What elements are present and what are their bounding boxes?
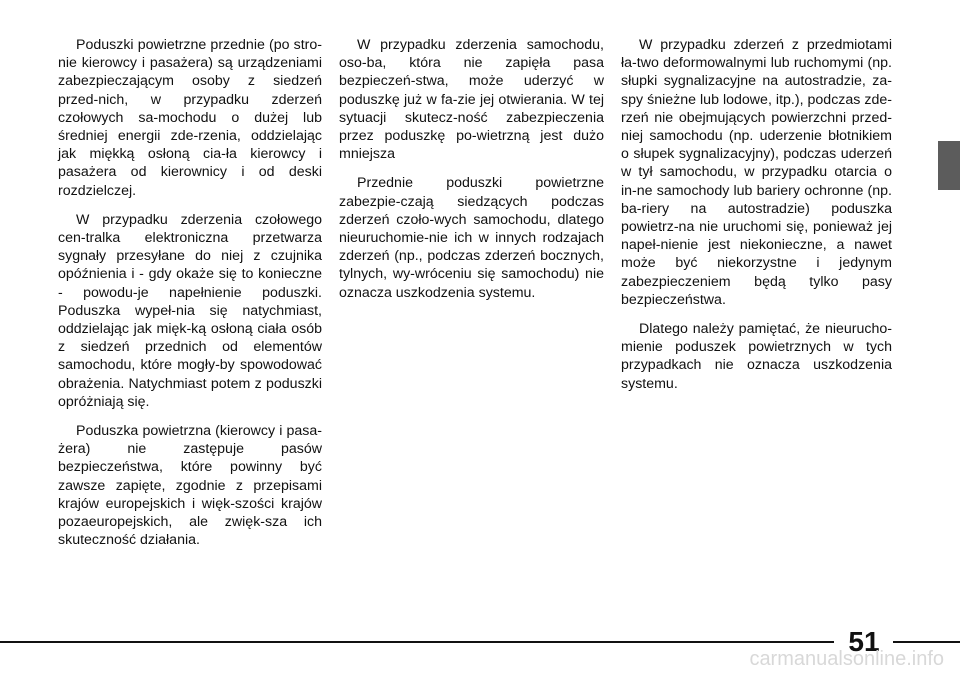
text-column-1: [58, 36, 322, 560]
watermark-text: carmanualsonline.info: [749, 648, 944, 670]
footer-rule-right: [893, 641, 960, 643]
paragraph: Poduszki powietrzne przednie (po stro-nie kierowcy i pasażera) są urządzeniami zabezpieczającym osoby z siedzeń przed-nich, w przypadku zderzeń czołowych sa-mochodu o dużej lub średniej energii zde-rzenia, oddzielając jak miękką osłoną cia-ła kierowcy i pasażera od kierownicy i od deski rozdzielczej.: [58, 37, 322, 199]
page-number: 51: [848, 626, 880, 657]
paragraph: W przypadku zderzenia czołowego cen-tralka elektroniczna przetwarza sygnały przesyłane do niej z czujnika opóźnienia i - gdy okaże się to konieczne - powodu-je napełnienie poduszki. Poduszka wypeł-nia się natychmiast, oddzielając jak mięk-ką osłoną ciała osób z siedzeń przednich od elementów samochodu, które mogły-by spowodować obrażenia. Natychmiast potem z poduszki opróżniają się.: [58, 211, 322, 410]
text-column-2: [339, 36, 604, 313]
section-tab-marker: [938, 141, 960, 190]
paragraph: W przypadku zderzeń z przedmiotami ła-two deformowalnymi lub ruchomymi (np. słupki sygnalizacyjne na autostradzie, za-spy śnieżne lub lodowe, itp.), podczas zde-rzeń nie obejmujących powierzchni przed-niej samochodu (np. uderzenie błotnikiem o słupek sygnalizacyjny), podczas uderzeń w tył samochodu, w przypadku otarcia o in-ne samochody lub bariery ochronne (np. ba-riery na autostradzie) poduszka powietrz-na nie uruchomi się, ponieważ jej napeł-nienie jest niekonieczne, a nawet może być niekorzystne i jedynym zabezpieczeniem będą tylko pasy bezpieczeństwa.: [621, 37, 892, 308]
paragraph: Przednie poduszki powietrzne zabezpie-czają siedzących podczas zderzeń czoło-wych samochodu, dlatego nieuruchomie-nie ich w innych rodzajach zderzeń (np., podczas zderzeń bocznych, tylnych, wy-wróceniu się samochodu) nie oznacza uszkodzenia systemu.: [339, 175, 604, 301]
text-column-3: [621, 36, 892, 404]
paragraph: Dlatego należy pamiętać, że nieurucho-mienie poduszek powietrznych w tych przypadkach nie oznacza uszkodzenia systemu.: [621, 321, 892, 392]
footer-rule-left: [0, 641, 834, 643]
paragraph: W przypadku zderzenia samochodu, oso-ba, która nie zapięła pasa bezpieczeń-stwa, może uderzyć w poduszkę już w fa-zie jej otwierania. W tej sytuacji skutecz-ność zabezpieczenia przez poduszkę po-wietrzną jest dużo mniejsza: [339, 37, 604, 163]
paragraph: Poduszka powietrzna (kierowcy i pasa-żera) nie zastępuje pasów bezpieczeństwa, które powinny być zawsze zapięte, zgodnie z przepisami krajów europejskich i więk-szości krajów pozaeuropejskich, ale zwięk-sza ich skuteczność działania.: [58, 423, 322, 549]
